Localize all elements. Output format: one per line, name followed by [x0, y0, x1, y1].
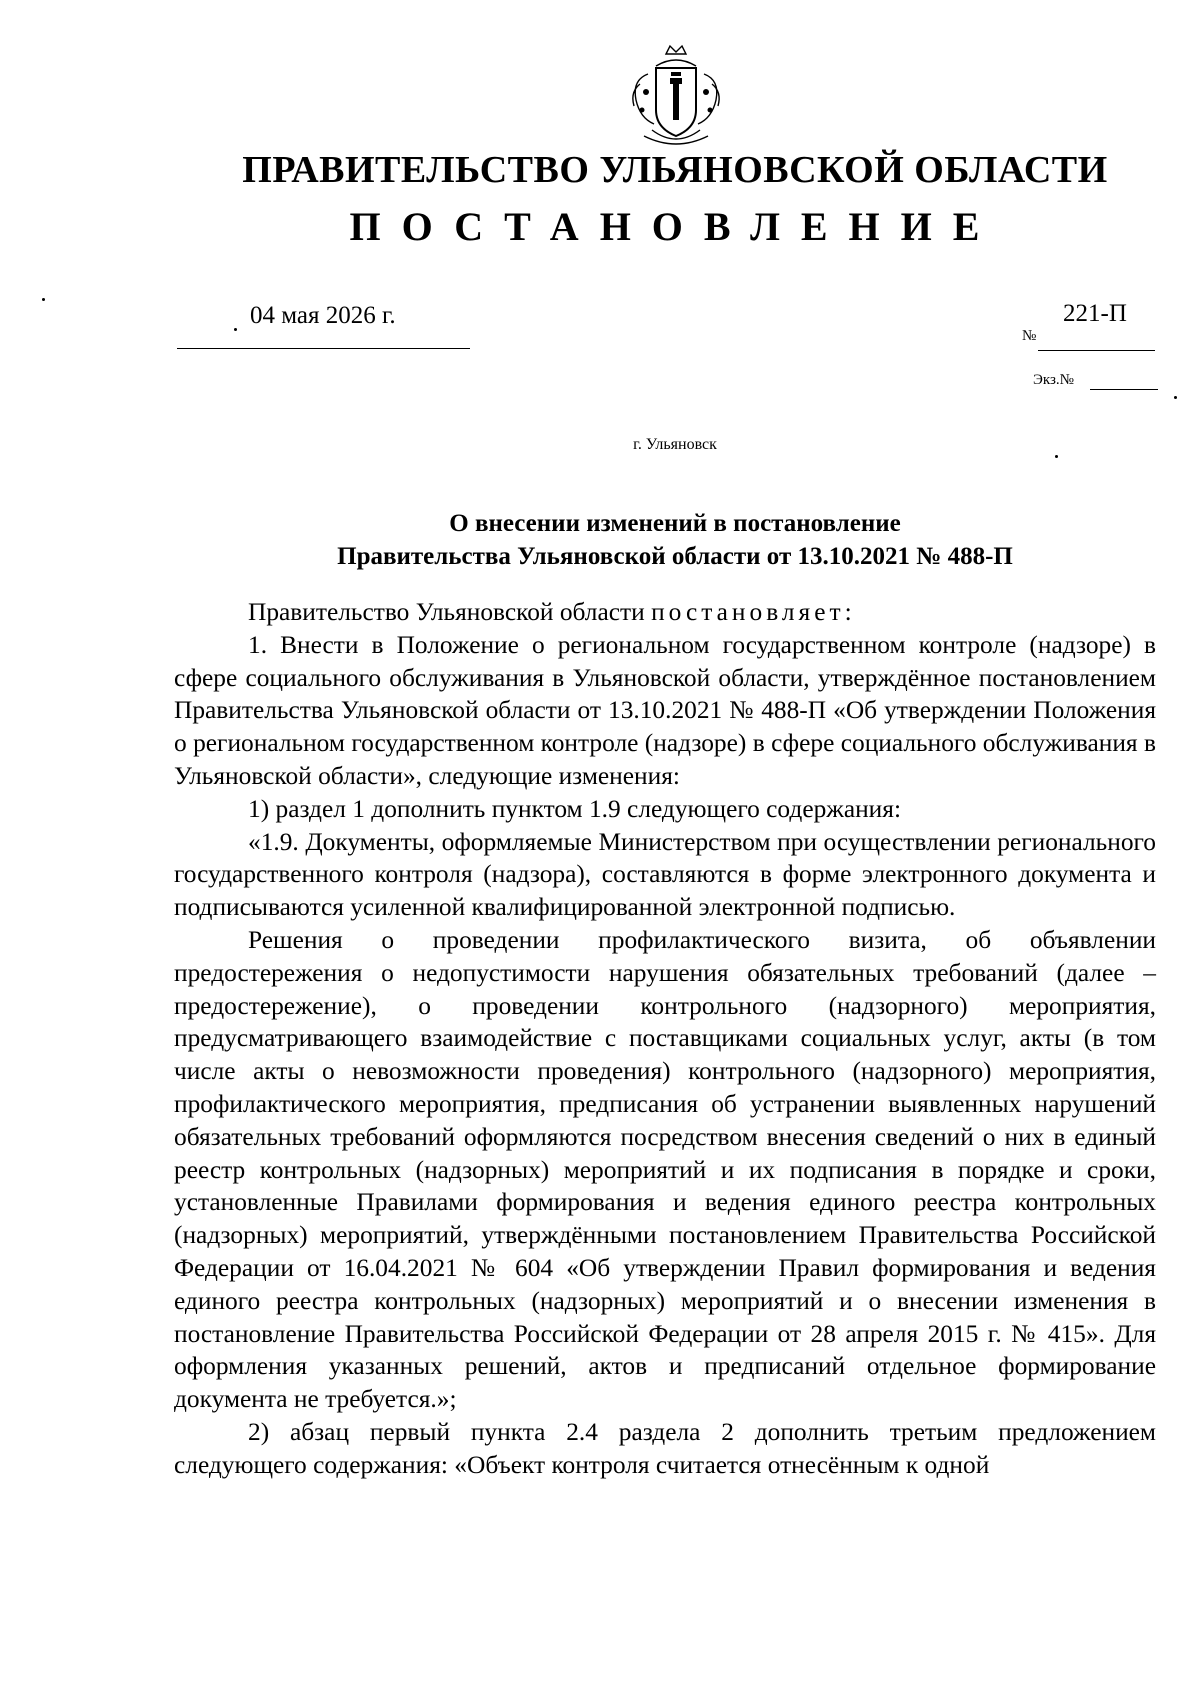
paragraph-5: 2) абзац первый пункта 2.4 раздела 2 дополнить третьим предложением следующего содержания: «Объект контроля считается отнесённым к одной	[174, 1417, 1156, 1479]
subject-line-1: О внесении изменений в постановление	[449, 510, 901, 537]
preamble-lead: Правительство Ульяновской области	[248, 598, 645, 626]
subject-line-2: Правительства Ульяновской области от 13.10.2021 № 488-П	[337, 543, 1013, 570]
scan-speck	[42, 298, 45, 301]
document-date: 04 мая 2026 г.	[250, 302, 396, 329]
preamble-spaced-word: постановляет:	[651, 598, 856, 626]
copy-number-label: Экз.№	[1033, 372, 1074, 388]
coat-of-arms-emblem	[626, 44, 726, 148]
document-type-title: ПОСТАНОВЛЕНИЕ	[349, 204, 1001, 249]
paragraph-4: Решения о проведении профилактического визита, об объявлении предостережения о недопустимости нарушения обязательных требований (далее – предостережение), о проведении контрольного (надзорного) мероприятия, предусматривающего взаимодействие с поставщиками социальных услуг, акты (в том числе акты о невозможности проведения) контрольного (надзорного) мероприятия, профилактического мероприятия, предписания об устранении выявленных нарушений обязательных требований оформляются посредством внесения сведений о них в единый реестр контрольных (надзорных) мероприятий и их подписания в порядке и сроки, установленные Правилами формирования и ведения единого реестра контрольных (надзорных) мероприятий, утверждёнными постановлением Правительства Российской Федерации от 16.04.2021 № 604 «Об утверждении Правил формирования и ведения единого реестра контрольных (надзорных) мероприятий и о внесении изменения в постановление Правительства Российской Федерации от 28 апреля 2015 г. № 415». Для оформления указанных решений, актов и предписаний отдельное формирование документа не требуется.»;	[174, 925, 1156, 1414]
preamble-paragraph	[174, 596, 1156, 629]
document-body	[174, 596, 1156, 1482]
document-subject	[0, 507, 1200, 573]
number-sign: №	[1022, 328, 1037, 344]
paragraph-3: «1.9. Документы, оформляемые Министерством при осуществлении регионального государственного контроля (надзора), составляются в форме электронного документа и подписываются усиленной квалифицированной электронной подписью.	[174, 827, 1156, 922]
date-underline	[177, 348, 470, 349]
copy-number-underline	[1090, 389, 1158, 390]
document-number: 221-П	[1063, 300, 1127, 327]
paragraph-1: 1. Внести в Положение о региональном государственном контроле (надзоре) в сфере социального обслуживания в Ульяновской области, утверждённое постановлением Правительства Ульяновской области от 13.10.2021 № 488-П «Об утверждении Положения о региональном государственном контроле (надзоре) в сфере социального обслуживания в Ульяновской области», следующие изменения:	[174, 630, 1156, 790]
number-underline	[1038, 350, 1155, 351]
scan-speck	[234, 328, 237, 331]
city-name: г. Ульяновск	[633, 436, 717, 453]
scan-speck	[1055, 455, 1058, 458]
government-title: ПРАВИТЕЛЬСТВО УЛЬЯНОВСКОЙ ОБЛАСТИ	[242, 149, 1108, 191]
paragraph-2: 1) раздел 1 дополнить пунктом 1.9 следующего содержания:	[248, 794, 902, 823]
scan-speck	[1174, 396, 1177, 399]
